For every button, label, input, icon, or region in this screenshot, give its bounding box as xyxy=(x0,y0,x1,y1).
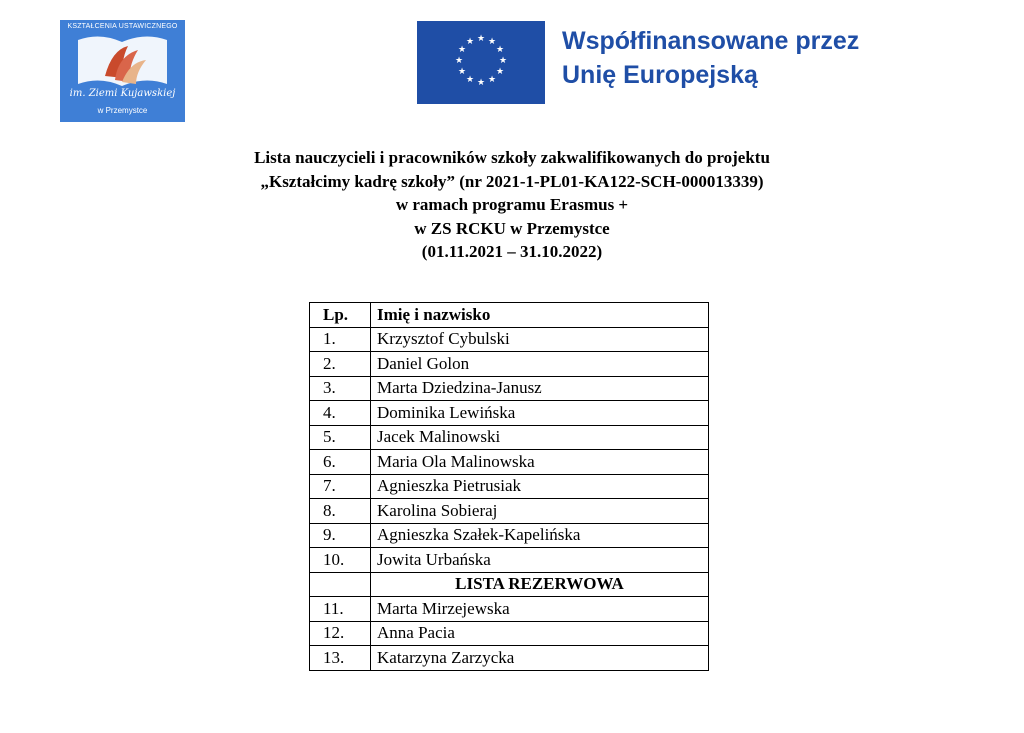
row-name: Marta Dziedzina-Janusz xyxy=(371,376,709,401)
svg-text:★: ★ xyxy=(495,67,505,77)
row-number: 6. xyxy=(310,450,371,475)
participants-table xyxy=(309,302,709,671)
svg-text:★: ★ xyxy=(457,67,467,77)
eu-text-line-1: Współfinansowane przez xyxy=(562,27,860,55)
eu-text-line-2: Unię Europejską xyxy=(562,61,758,89)
row-number: 9. xyxy=(310,523,371,548)
row-name: Dominika Lewińska xyxy=(371,401,709,426)
reserve-list-row xyxy=(310,572,709,597)
eu-cofinanced-text xyxy=(562,24,859,92)
table-row xyxy=(310,597,709,622)
row-number: 8. xyxy=(310,499,371,524)
row-name: Agnieszka Szałek-Kapelińska xyxy=(371,523,709,548)
table-row xyxy=(310,376,709,401)
row-number: 2. xyxy=(310,352,371,377)
row-name: Marta Mirzejewska xyxy=(371,597,709,622)
document-heading xyxy=(0,146,1024,264)
column-header-number: Lp. xyxy=(310,303,371,328)
eu-stars-icon xyxy=(417,21,545,104)
table-row xyxy=(310,352,709,377)
row-name: Maria Ola Malinowska xyxy=(371,450,709,475)
row-number: 5. xyxy=(310,425,371,450)
eu-flag xyxy=(417,21,545,104)
row-number: 10. xyxy=(310,548,371,573)
heading-line-3: w ramach programu Erasmus + xyxy=(395,195,629,214)
table-row xyxy=(310,425,709,450)
row-number: 12. xyxy=(310,621,371,646)
school-logo-top-text: KSZTAŁCENIA USTAWICZNEGO xyxy=(67,23,178,30)
row-name: Krzysztof Cybulski xyxy=(371,327,709,352)
svg-text:★: ★ xyxy=(498,56,508,66)
svg-text:★: ★ xyxy=(454,56,464,66)
row-name: Katarzyna Zarzycka xyxy=(371,646,709,671)
table-row xyxy=(310,646,709,671)
row-name: Jacek Malinowski xyxy=(371,425,709,450)
heading-line-4: w ZS RCKU w Przemystce xyxy=(414,218,610,238)
row-number: 1. xyxy=(310,327,371,352)
table-row xyxy=(310,548,709,573)
school-logo xyxy=(60,20,185,122)
svg-text:★: ★ xyxy=(487,37,497,47)
row-number: 13. xyxy=(310,646,371,671)
svg-text:★: ★ xyxy=(487,75,497,85)
table-row xyxy=(310,523,709,548)
heading-line-1: Lista nauczycieli i pracowników szkoły zakwalifikowanych do projektu xyxy=(254,148,770,167)
table-row xyxy=(310,499,709,524)
column-header-name: Imię i nazwisko xyxy=(371,303,709,328)
row-number: 3. xyxy=(310,376,371,401)
heading-line-5: (01.11.2021 – 31.10.2022) xyxy=(421,242,603,261)
row-number: 11. xyxy=(310,597,371,622)
row-name: Karolina Sobieraj xyxy=(371,499,709,524)
row-number: 4. xyxy=(310,401,371,426)
table-row xyxy=(310,621,709,646)
svg-text:★: ★ xyxy=(476,78,486,88)
row-number: 7. xyxy=(310,474,371,499)
svg-text:★: ★ xyxy=(465,37,475,47)
svg-text:★: ★ xyxy=(465,75,475,85)
svg-text:★: ★ xyxy=(457,45,467,55)
svg-text:★: ★ xyxy=(495,45,505,55)
table-header-row xyxy=(310,303,709,328)
reserve-number-cell xyxy=(310,572,371,597)
reserve-list-label: LISTA REZERWOWA xyxy=(371,572,709,597)
table-row xyxy=(310,450,709,475)
svg-text:★: ★ xyxy=(476,34,486,44)
table-row xyxy=(310,401,709,426)
table-row xyxy=(310,327,709,352)
row-name: Agnieszka Pietrusiak xyxy=(371,474,709,499)
row-name: Anna Pacia xyxy=(371,621,709,646)
row-name: Jowita Urbańska xyxy=(371,548,709,573)
school-logo-bottom-text: w Przemystce xyxy=(97,106,148,115)
school-logo-script-text: im. Ziemi Kujawskiej xyxy=(69,88,176,99)
row-name: Daniel Golon xyxy=(371,352,709,377)
heading-line-2: „Kształcimy kadrę szkoły” (nr 2021-1-PL01-KA122-SCH-000013339) xyxy=(260,171,764,191)
table-row xyxy=(310,474,709,499)
